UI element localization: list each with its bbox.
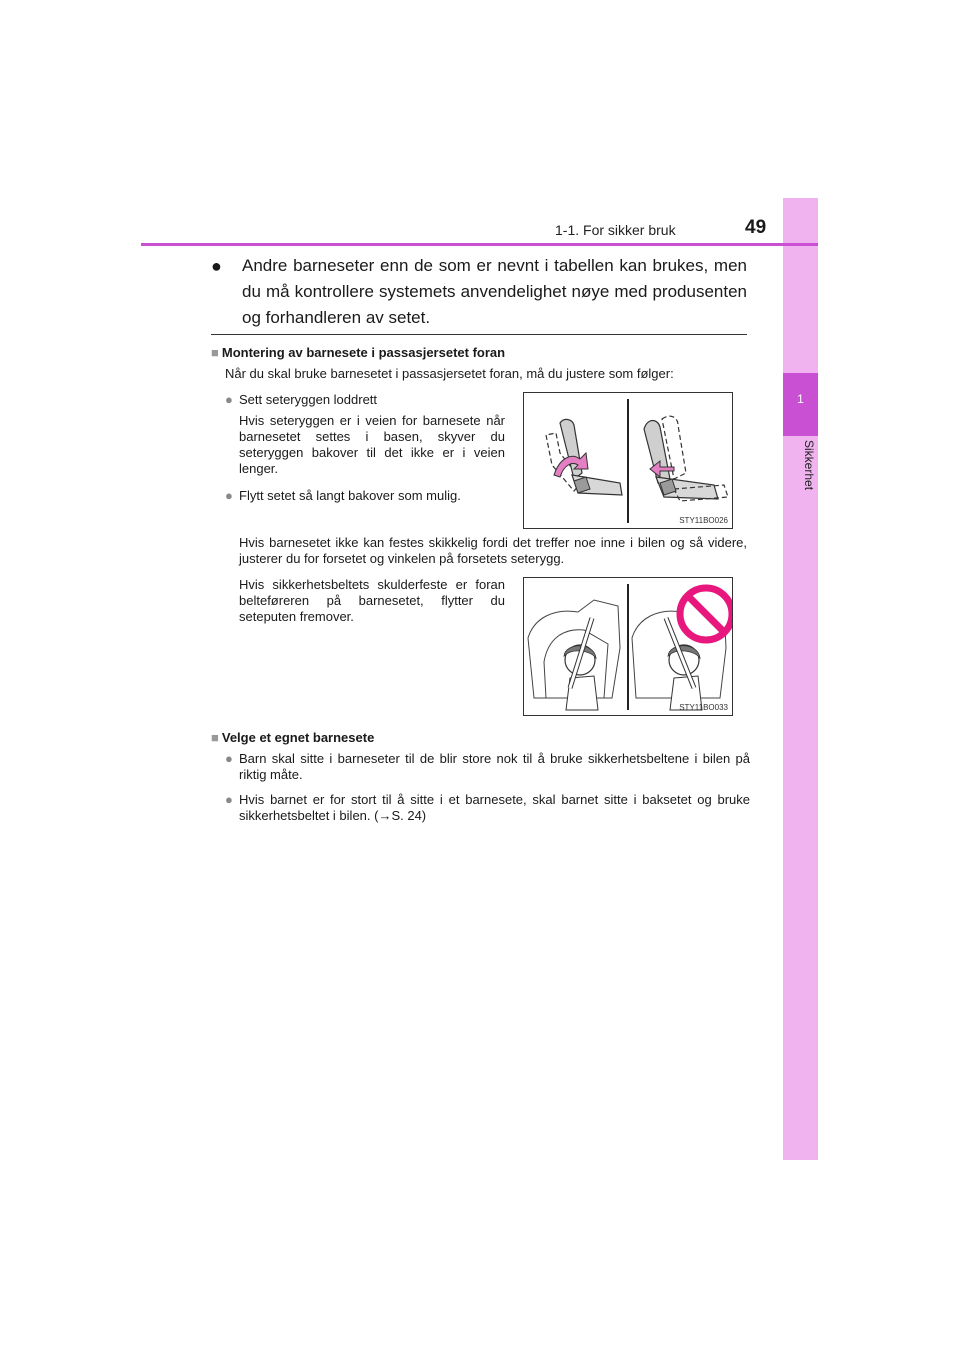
list-item-text: Barn skal sitte i barneseter til de blir store nok til å bruke sikkerhetsbeltene i bilen på riktig måte. [239,751,750,782]
list-item-flytt-setet [225,488,515,504]
figure-code: STY11BO033 [679,703,728,712]
prohibit-icon [680,588,732,640]
section-heading-montering [211,345,505,360]
bullet-icon: ● [211,256,222,276]
bullet-icon: ● [225,392,233,407]
belt-position-illustration [524,578,732,715]
square-bullet-icon: ■ [211,345,219,360]
paragraph-adjust: Hvis barnesetet ikke kan festes skikkelig fordi det treffer noe inne i bilen og så videre, justerer du for forsetet og vinkelen på forsetets seterygg. [239,535,747,566]
side-tab-number: 1 [797,392,804,406]
lead-text: Andre barneseter enn de som er nevnt i tabellen kan brukes, men du må kontrollere systemets anvendelighet nøye med produsenten og forhandleren av setet. [242,256,747,327]
divider [211,334,747,335]
figure-code: STY11BO026 [679,516,728,525]
paragraph-seat-cushion: Hvis sikkerhetsbeltets skulderfeste er foran belteføreren på barnesetet, flytter du seteputen fremover. [239,577,505,624]
section-heading-text: Velge et egnet barnesete [221,730,375,745]
list-item-sett-seteryggen [225,392,505,408]
lead-paragraph [211,253,747,331]
square-bullet-icon: ■ [211,730,219,745]
seat-adjustment-illustration [524,393,732,528]
side-tab [783,198,818,1160]
list-item-barn-sitte [225,751,750,783]
figure-seat-adjustment [523,392,733,529]
header-section-title: 1-1. For sikker bruk [555,222,676,238]
header-rule [141,243,818,246]
list-item-text: Hvis barnet er for stort til å sitte i et barnesete, skal barnet sitte i baksetet og bruke sikkerhetsbeltet i bilen. (→S. 24) [239,792,750,823]
list-item-barnet-stort [225,792,750,824]
bullet-icon: ● [225,792,233,807]
section-heading-velge [211,730,374,745]
side-tab-label: Sikkerhet [802,440,816,491]
list-item-detail: Hvis seteryggen er i veien for barnesete når barnesetet settes i basen, skyver du seteryggen bakover til det ikke er i veien lenger. [239,413,505,476]
section-intro: Når du skal bruke barnesetet i passasjersetet foran, må du justere som følger: [225,366,674,381]
list-item-title: Sett seteryggen loddrett [239,392,378,407]
section-heading-text: Montering av barnesete i passasjersetet foran [221,345,506,360]
page-number: 49 [745,217,767,238]
list-item-text: Flytt setet så langt bakover som mulig. [239,488,461,503]
bullet-icon: ● [225,751,233,766]
figure-belt-position [523,577,733,716]
bullet-icon: ● [225,488,233,503]
